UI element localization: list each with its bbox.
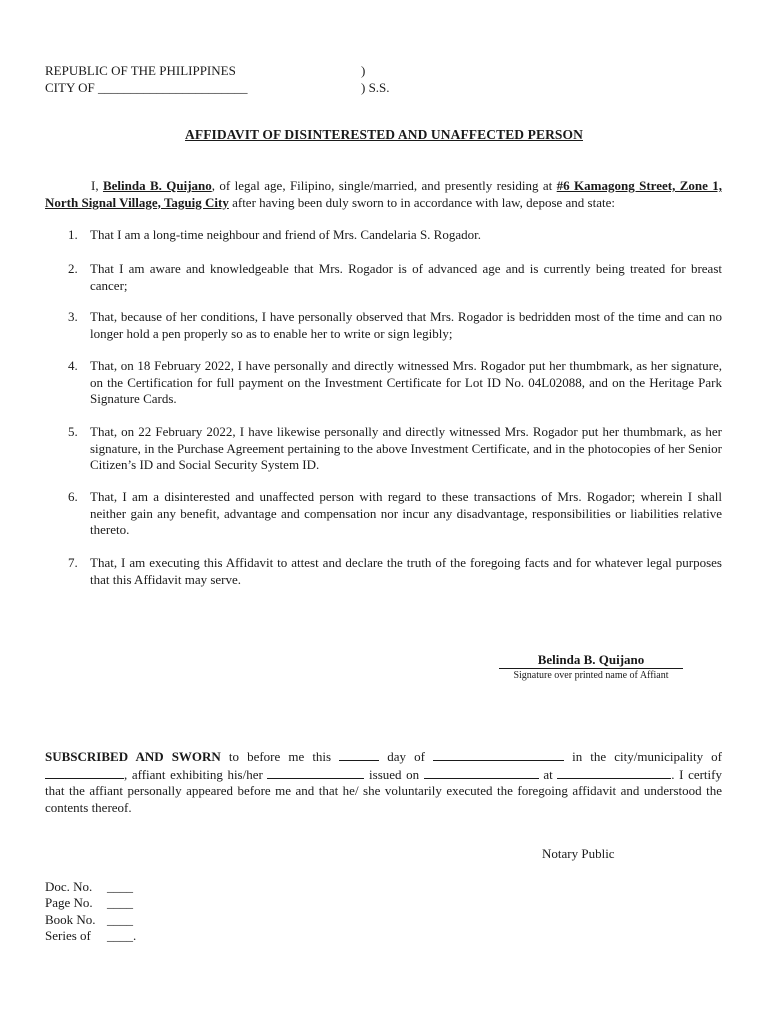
affiant-signature-name: Belinda B. Quijano xyxy=(499,652,683,669)
doc-entry-label: Page No. xyxy=(45,895,93,910)
issue-place-blank[interactable] xyxy=(557,766,671,779)
statement-number: 7. xyxy=(68,555,78,570)
jurat-paragraph xyxy=(45,748,722,816)
statement-number: 1. xyxy=(68,227,78,242)
jurat-text: , affiant exhibiting his/her xyxy=(124,766,268,782)
venue-city: CITY OF _______________________ xyxy=(45,80,248,95)
statement-text: That, on 22 February 2022, I have likewise personally and directly witnessed Mrs. Rogador put her thumbmark, as her signature, in the Purchase Agreement pertaining to the above Investment Certificate, and in the photocopies of her Senior Citizen’s ID and Social Security System ID. xyxy=(90,424,722,472)
doc-entry-blank[interactable]: ____ xyxy=(107,895,133,910)
intro-tail: after having been duly sworn to in accordance with law, depose and state: xyxy=(228,194,615,210)
statement-number: 5. xyxy=(68,424,78,439)
doc-entry-blank[interactable]: ____ xyxy=(107,912,133,927)
month-blank[interactable] xyxy=(433,748,564,761)
venue-republic: REPUBLIC OF THE PHILIPPINES xyxy=(45,63,236,78)
statement-number: 6. xyxy=(68,489,78,504)
affiant-name: Belinda B. Quijano xyxy=(102,178,212,193)
statement-text: That I am aware and knowledgeable that Mrs. Rogador is of advanced age and is currently being treated for breast cancer; xyxy=(90,261,722,293)
id-blank[interactable] xyxy=(267,766,364,779)
statement-text: That I am a long-time neighbour and friend of Mrs. Candelaria S. Rogador. xyxy=(90,227,481,242)
city-blank[interactable] xyxy=(45,766,124,779)
statement-text: That, because of her conditions, I have personally observed that Mrs. Rogador is bedridden most of the time and can no longer hold a pen properly so as to enable her to write or sign legibly; xyxy=(90,309,722,341)
jurat-lead: SUBSCRIBED AND SWORN xyxy=(45,749,221,764)
doc-entry-blank[interactable]: ____. xyxy=(107,928,137,943)
venue-paren: ) xyxy=(361,63,366,78)
doc-entry-label: Series of xyxy=(45,928,91,943)
statement-number: 3. xyxy=(68,309,78,324)
intro-lead: I, xyxy=(91,178,103,193)
statement-number: 4. xyxy=(68,358,78,373)
jurat-text: to before me this xyxy=(220,749,340,764)
doc-entry-blank[interactable]: ____ xyxy=(107,879,133,894)
statement-text: That, I am executing this Affidavit to attest and declare the truth of the foregoing facts and for whatever legal purposes that this Affidavit may serve. xyxy=(90,555,722,587)
affiant-address: #6 Kamagong Street, Zone 1, North Signal Village, Taguig City xyxy=(45,178,722,210)
series-entry xyxy=(45,928,136,944)
statement-number: 2. xyxy=(68,261,78,276)
jurat-text: in the city/municipality of xyxy=(564,749,722,764)
statement-text: That, on 18 February 2022, I have personally and directly witnessed Mrs. Rogador put her thumbmark, as her signature, on the Certification for full payment on the Investment Certificate for Lot ID No. 04L02088, and on the Heritage Park Signature Cards. xyxy=(90,358,722,406)
notary-public-label: Notary Public xyxy=(542,846,615,861)
book-no-entry xyxy=(45,912,133,928)
statement-text: That, I am a disinterested and unaffected person with regard to these transactions of Mrs. Rogador; wherein I shall neither gain any benefit, advantage and compensation nor incur any disadvantage, responsibilities or liabilities relative thereto. xyxy=(90,489,722,537)
doc-no-entry xyxy=(45,879,133,895)
signature-caption: Signature over printed name of Affiant xyxy=(513,670,669,681)
jurat-text: at xyxy=(538,766,558,782)
day-blank[interactable] xyxy=(339,748,379,761)
page-no-entry xyxy=(45,895,133,911)
intro-mid: , of legal age, Filipino, single/married, and presently residing at xyxy=(211,178,557,193)
doc-entry-label: Book No. xyxy=(45,912,96,927)
document-title: AFFIDAVIT OF DISINTERESTED AND UNAFFECTED PERSON xyxy=(185,127,583,142)
jurat-text: day of xyxy=(379,749,434,764)
venue-ss: ) S.S. xyxy=(361,80,390,95)
jurat-text: issued on xyxy=(364,766,424,782)
jurat-text: . I certify that the affiant personally appeared before me and that he/ she voluntarily executed the foregoing affidavit and understood the contents thereof. xyxy=(45,766,722,815)
issue-date-blank[interactable] xyxy=(424,766,539,779)
intro-paragraph xyxy=(45,178,722,211)
doc-entry-label: Doc. No. xyxy=(45,879,93,894)
